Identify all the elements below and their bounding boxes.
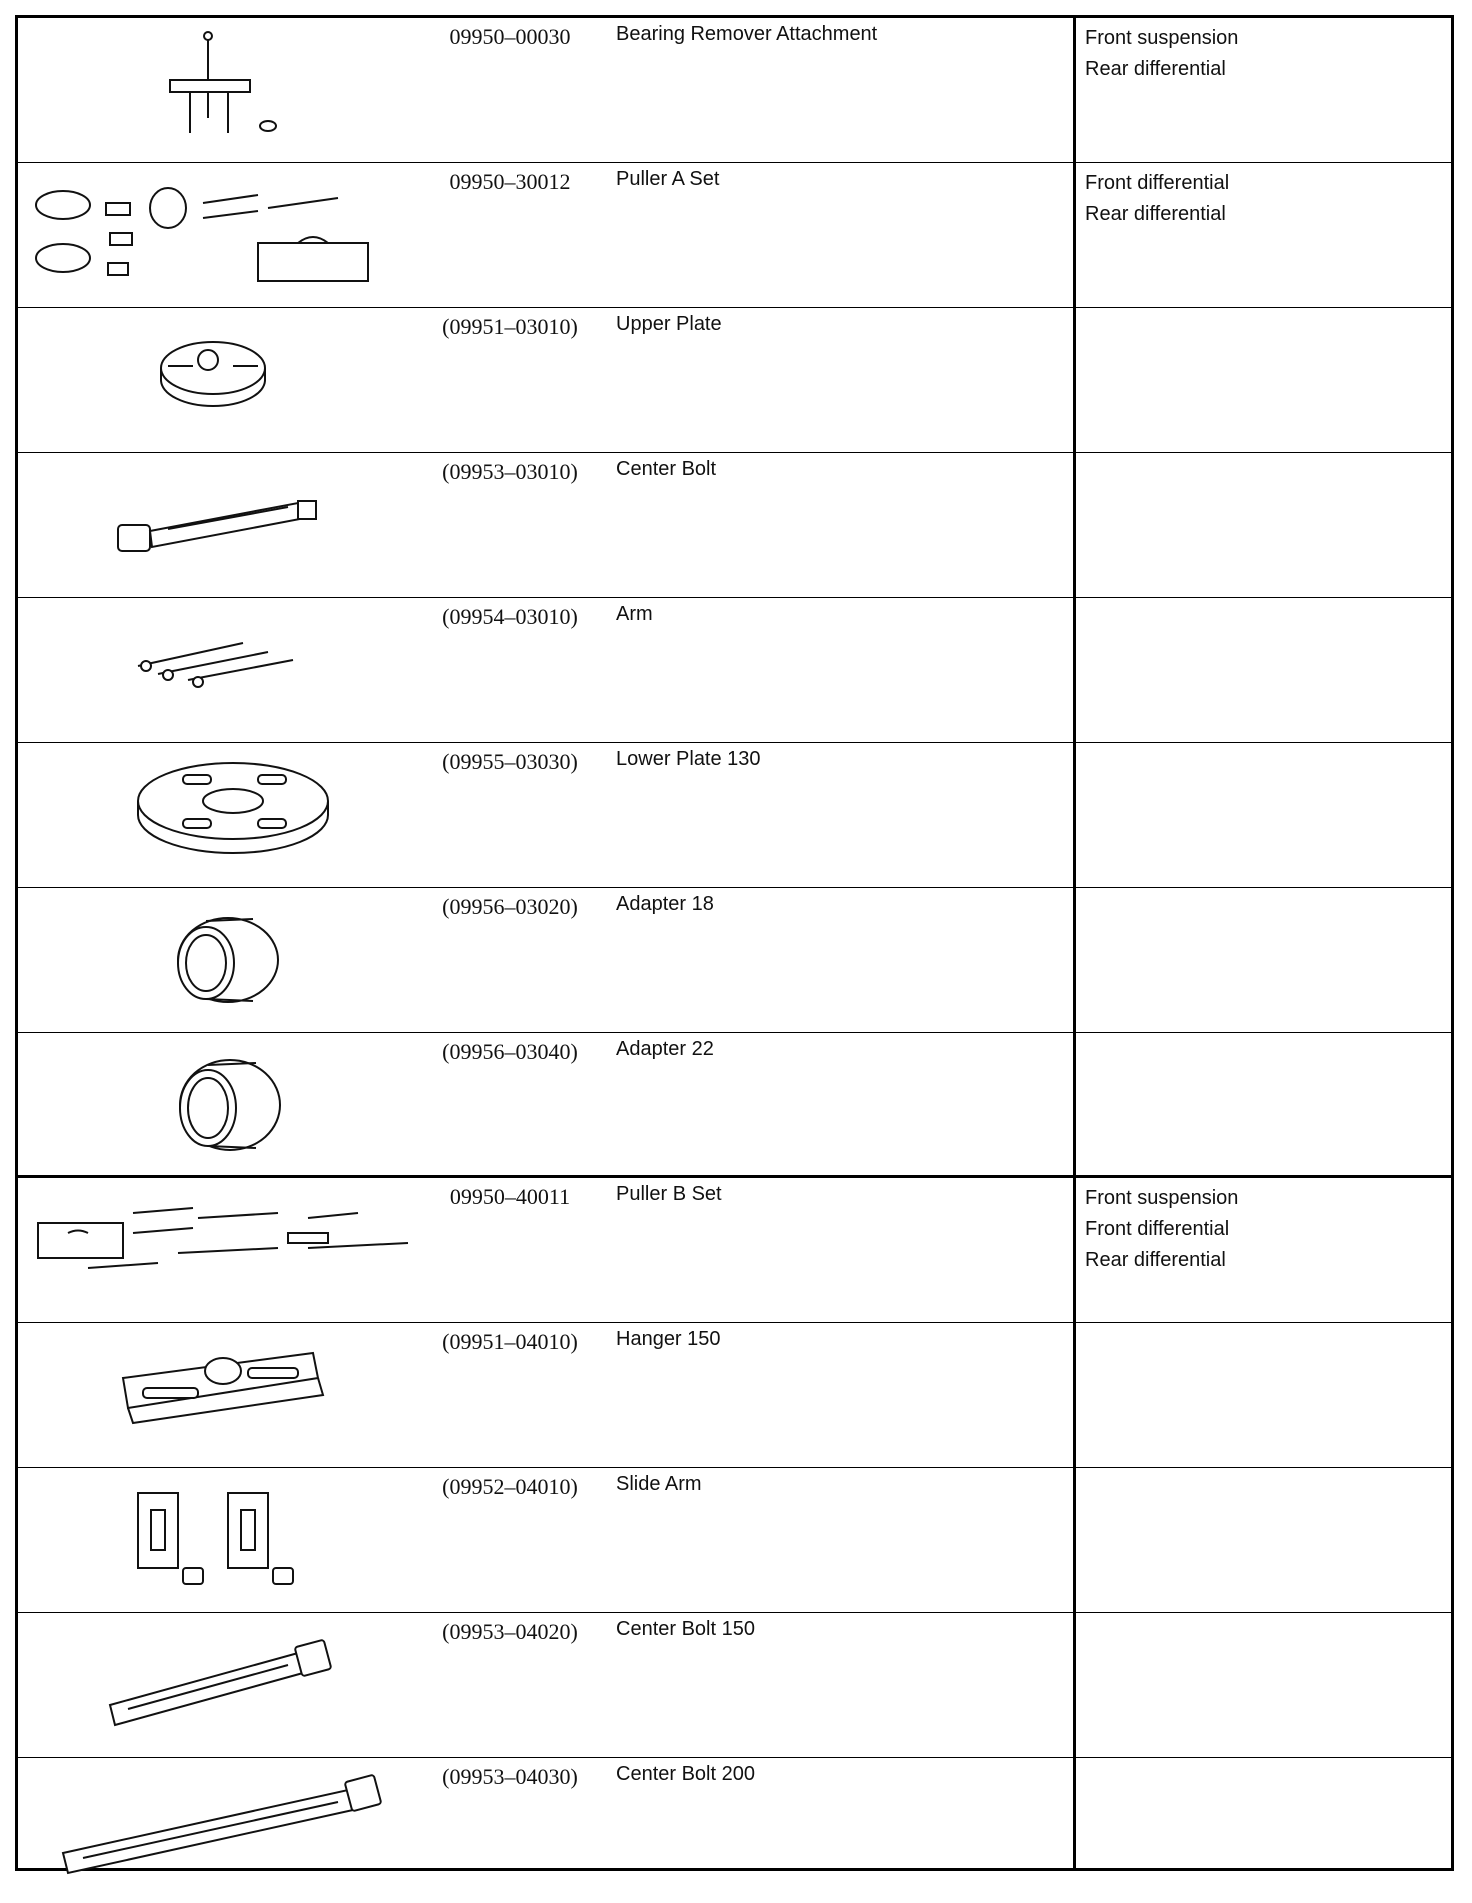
tool-name: Puller B Set xyxy=(616,1183,722,1205)
part-number: (09956–03020) xyxy=(442,894,578,919)
tool-name: Adapter 18 xyxy=(616,893,714,915)
use-item: Front suspension xyxy=(1085,27,1239,49)
tool-name: Lower Plate 130 xyxy=(616,748,761,770)
adapter-icon xyxy=(18,1033,438,1178)
table-row xyxy=(18,453,1451,598)
tool-name: Arm xyxy=(616,603,653,625)
table-row xyxy=(18,1613,1451,1758)
upper-plate-icon xyxy=(18,308,438,453)
table-row xyxy=(18,18,1451,163)
part-number: 09950–00030 xyxy=(449,24,571,49)
part-number: 09950–30012 xyxy=(449,169,571,194)
tool-uses xyxy=(1085,23,1238,85)
lower-plate-icon xyxy=(18,743,438,888)
tool-name: Slide Arm xyxy=(616,1473,702,1495)
center-bolt-150-icon xyxy=(18,1613,438,1758)
column-divider xyxy=(1073,18,1076,1868)
tool-name: Hanger 150 xyxy=(616,1328,721,1350)
part-number: (09951–03010) xyxy=(442,314,578,339)
tool-name: Bearing Remover Attachment xyxy=(616,23,878,45)
tool-uses xyxy=(1085,1183,1238,1276)
use-item: Rear differential xyxy=(1085,1249,1226,1271)
tool-name: Center Bolt 200 xyxy=(616,1763,755,1785)
slide-arm-icon xyxy=(18,1468,438,1613)
part-number: (09953–04020) xyxy=(442,1619,578,1644)
part-number: (09956–03040) xyxy=(442,1039,578,1064)
part-number: (09951–04010) xyxy=(442,1329,578,1354)
puller-b-set-icon xyxy=(18,1178,438,1323)
table-row xyxy=(18,1323,1451,1468)
part-number: (09955–03030) xyxy=(442,749,578,774)
part-number: 09950–40011 xyxy=(449,1184,571,1209)
adapter-icon xyxy=(18,888,438,1033)
use-item: Rear differential xyxy=(1085,203,1226,225)
table-row xyxy=(18,1033,1451,1178)
center-bolt-icon xyxy=(18,453,438,598)
use-item: Front differential xyxy=(1085,172,1230,194)
tool-name: Adapter 22 xyxy=(616,1038,714,1060)
center-bolt-200-icon xyxy=(18,1758,438,1903)
table-row xyxy=(18,308,1451,453)
tool-name: Puller A Set xyxy=(616,168,720,190)
table-row xyxy=(18,163,1451,308)
tool-uses xyxy=(1085,168,1229,230)
table-row xyxy=(18,1178,1451,1323)
puller-a-set-icon xyxy=(18,163,438,308)
table-row xyxy=(18,598,1451,743)
part-number: (09954–03010) xyxy=(442,604,578,629)
table-row xyxy=(18,1468,1451,1613)
part-number: (09953–03010) xyxy=(442,459,578,484)
hanger-icon xyxy=(18,1323,438,1468)
table-row xyxy=(18,888,1451,1033)
part-number: (09952–04010) xyxy=(442,1474,578,1499)
table-row xyxy=(18,743,1451,888)
arm-icon xyxy=(18,598,438,743)
tool-name: Center Bolt 150 xyxy=(616,1618,755,1640)
part-number: (09953–04030) xyxy=(442,1764,578,1789)
use-item: Front differential xyxy=(1085,1218,1230,1240)
tool-name: Center Bolt xyxy=(616,458,717,480)
special-tools-table xyxy=(15,15,1454,1871)
table-row xyxy=(18,1758,1451,1903)
bearing-remover-attachment-icon xyxy=(18,18,438,163)
use-item: Rear differential xyxy=(1085,58,1226,80)
use-item: Front suspension xyxy=(1085,1187,1239,1209)
tool-name: Upper Plate xyxy=(616,313,722,335)
